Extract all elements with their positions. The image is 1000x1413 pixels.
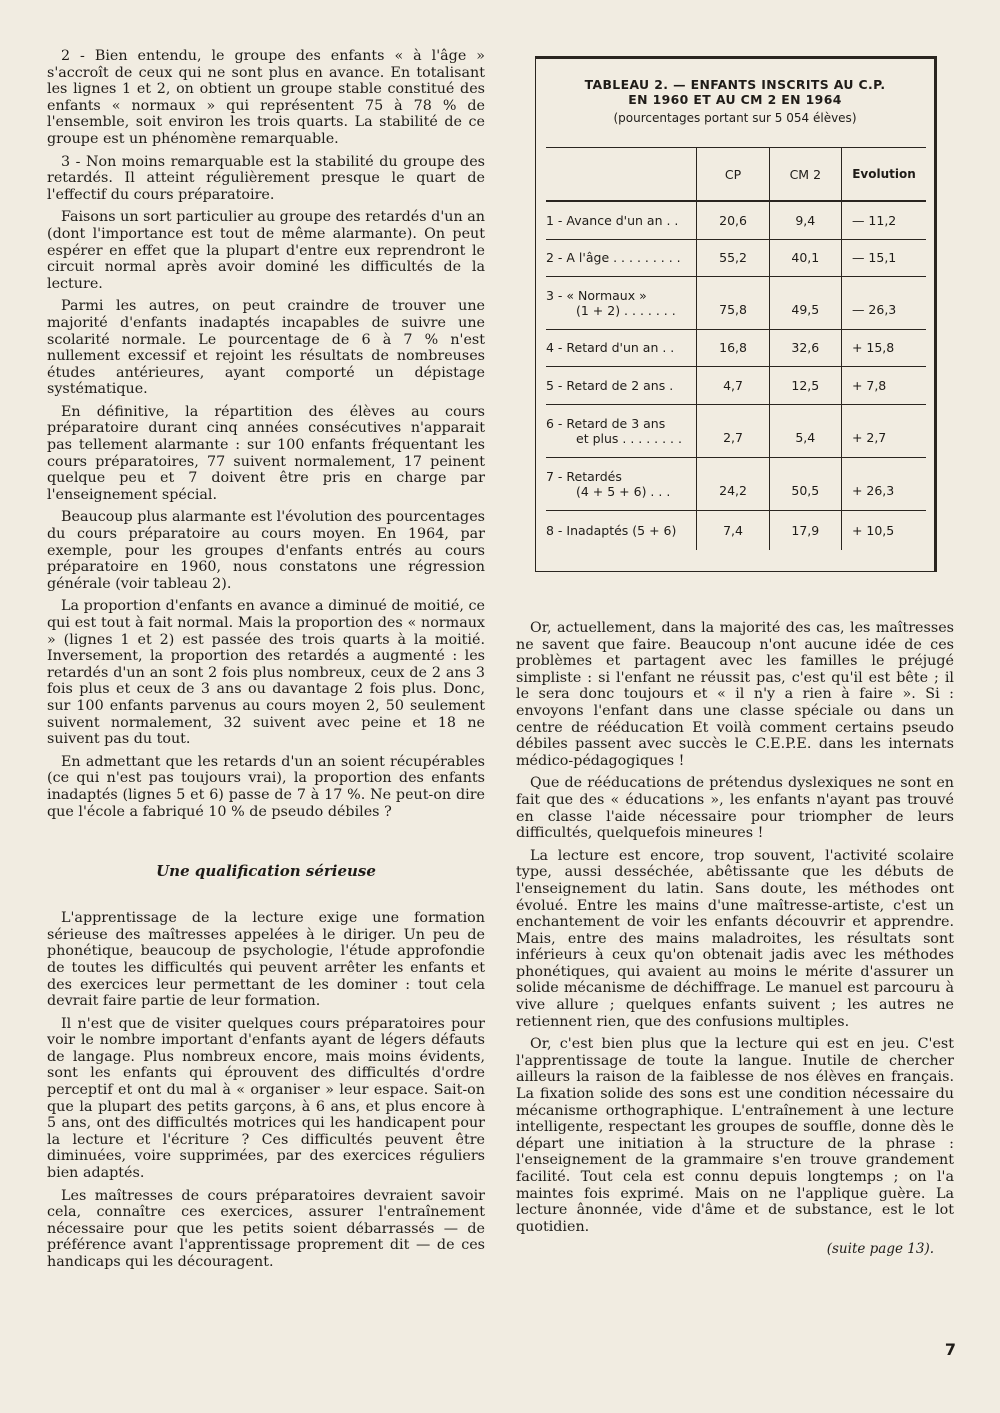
table-row [546, 457, 926, 510]
paragraph: L'apprentissage de la lecture exige une formation sérieuse des maîtresses appelées à le diriger. Un peu de phonétique, beaucoup de psychologie, l'étude approfondie de toutes les difficultés qui peuvent arrêter les enfants et des exercices leur permettant de les dominer : tout cela devrait faire partie de leur formation. [47, 910, 485, 1010]
row-label: 3 - « Normaux » (1 + 2) . . . . . . . [546, 276, 697, 329]
section-heading: Une qualification sérieuse [156, 862, 376, 881]
table-title-line1: TABLEAU 2. — ENFANTS INSCRITS AU C.P. [584, 77, 886, 92]
row-label: 6 - Retard de 3 ans et plus . . . . . . . . [546, 404, 697, 457]
header-cp: CP [697, 148, 769, 202]
paragraph: Beaucoup plus alarmante est l'évolution des pourcentages du cours préparatoire au cours moyen. En 1964, par exemple, pour les groupes d'enfants entrés au cours préparatoire en 1960, nous constatons une régression générale (voir tableau 2). [47, 509, 485, 592]
row-label: 5 - Retard de 2 ans . [546, 366, 697, 404]
paragraph: Or, c'est bien plus que la lecture qui est en jeu. C'est l'apprentissage de toute la langue. Inutile de chercher ailleurs la raison de la faiblesse de nos élèves en français. La fixation solide des sons est une condition nécessaire du mécanisme orthographique. L'entraînement à une lecture intelligente, respectant les groupes de souffle, donne dès le départ une initiation à la structure de la phrase : l'enseignement de la grammaire s'en trouve grandement facilité. Tout cela est connu depuis longtemps ; on l'a maintes fois exprimé. Mais on ne l'applique guère. La lecture ânonnée, vide d'âme et de substance, est le lot quotidien. [516, 1036, 954, 1235]
header-cm2: CM 2 [769, 148, 841, 202]
table-row [546, 510, 926, 550]
cell-cp: 55,2 [697, 239, 769, 276]
cell-cm2: 17,9 [769, 510, 841, 550]
table-row [546, 239, 926, 276]
data-table [546, 147, 926, 550]
table-header-row [546, 148, 926, 202]
cell-evolution: — 26,3 [841, 276, 926, 329]
paragraph: Il n'est que de visiter quelques cours préparatoires pour voir le nombre important d'enfants ayant de légers défauts de langage. Plus nombreux encore, mais moins évidents, sont les enfants qui éprouvent des difficultés d'ordre perceptif et ont du mal à « organiser » leur espace. Sait-on que la plupart des petits garçons, à 6 ans, et plus encore à 5 ans, ont des difficultés motrices qui les handicapent pour la lecture et l'écriture ? Ces difficultés peuvent être diminuées, voire supprimées, par des exercices réguliers bien adaptés. [47, 1015, 485, 1182]
table-subtitle: (pourcentages portant sur 5 054 élèves) [613, 111, 857, 125]
cell-cp: 24,2 [697, 457, 769, 510]
cell-cp: 75,8 [697, 276, 769, 329]
right-column [516, 620, 954, 1257]
cell-cm2: 32,6 [769, 329, 841, 366]
table-caption [536, 77, 934, 125]
header-blank [546, 148, 697, 202]
cell-evolution: + 26,3 [841, 457, 926, 510]
table-2-box [535, 56, 937, 572]
header-evolution: Evolution [841, 148, 926, 202]
cell-cp: 16,8 [697, 329, 769, 366]
cell-cm2: 49,5 [769, 276, 841, 329]
cell-evolution: — 15,1 [841, 239, 926, 276]
paragraph: Or, actuellement, dans la majorité des cas, les maîtresses ne savent que faire. Beaucoup n'ont aucune idée de ces problèmes et partagent avec les familles le préjugé simpliste : si l'enfant ne réussit pas, c'est qu'il est bête ; il le sera donc toujours et « il n'y a rien à faire ». Si : envoyons l'enfant dans une classe spéciale ou dans un centre de rééducation Et voilà comment certains pseudo débiles passent avec succès le C.E.P.E. dans les internats médico-pédagogiques ! [516, 620, 954, 769]
paragraph: La lecture est encore, trop souvent, l'activité scolaire type, aussi desséchée, abêtissante que les débuts de l'enseignement du latin. Sans doute, les méthodes ont évolué. Entre les mains d'une maîtresse-artiste, c'est un enchantement de voir les enfants découvrir et apprendre. Mais, entre des mains maladroites, les résultats sont inférieurs à ceux qu'on obtenait jadis avec les méthodes phonétiques, qui avaient au moins le mérite d'assurer un solide mécanisme de déchiffrage. Le manuel est parcouru à vive allure ; quelques enfants suivent ; les autres ne retiennent rien, que des confusions multiples. [516, 847, 954, 1030]
cell-cm2: 5,4 [769, 404, 841, 457]
table-row [546, 276, 926, 329]
cell-cm2: 9,4 [769, 201, 841, 239]
cell-cp: 4,7 [697, 366, 769, 404]
cell-cm2: 50,5 [769, 457, 841, 510]
cell-cm2: 12,5 [769, 366, 841, 404]
cell-evolution: + 10,5 [841, 510, 926, 550]
page-number: 7 [944, 1340, 956, 1359]
table-title-line2: EN 1960 ET AU CM 2 EN 1964 [628, 92, 842, 107]
cell-evolution: + 15,8 [841, 329, 926, 366]
cell-cp: 2,7 [697, 404, 769, 457]
paragraph: Faisons un sort particulier au groupe des retardés d'un an (dont l'importance est tout de même alarmante). On peut espérer en effet que la plupart d'entre eux reprendront le circuit normal après avoir dominé les difficultés de la lecture. [47, 209, 485, 292]
continued-note: (suite page 13). [826, 1241, 934, 1258]
table-row [546, 366, 926, 404]
paragraph: Que de rééducations de prétendus dyslexiques ne sont en fait que des « éducations », les enfants n'ayant pas trouvé en classe l'aide nécessaire pour triompher de leurs difficultés, quelquefois mineures ! [516, 775, 954, 842]
cell-evolution: + 7,8 [841, 366, 926, 404]
table-row [546, 329, 926, 366]
cell-evolution: — 11,2 [841, 201, 926, 239]
paragraph: Parmi les autres, on peut craindre de trouver une majorité d'enfants inadaptés incapables de suivre une scolarité normale. Le pourcentage de 6 à 7 % n'est nullement excessif et rejoint les résultats de nombreuses études antérieures, ayant comporté un dépistage systématique. [47, 298, 485, 398]
row-label: 8 - Inadaptés (5 + 6) [546, 522, 677, 538]
table-row [546, 201, 926, 239]
paragraph: 3 - Non moins remarquable est la stabilité du groupe des retardés. Il atteint régulièrement presque le quart de l'effectif du cours préparatoire. [47, 153, 485, 203]
paragraph: En définitive, la répartition des élèves au cours préparatoire durant cinq années consécutives n'apparait pas tellement alarmante : sur 100 enfants fréquentant les cours préparatoires, 77 suivent normalement, 17 peinent quelque peu et 7 doivent être pris en charge par l'enseignement spécial. [47, 403, 485, 503]
left-column [47, 48, 485, 1277]
table-row [546, 404, 926, 457]
paragraph: Les maîtresses de cours préparatoires devraient savoir cela, connaître ces exercices, assurer l'entraînement nécessaire pour que les petits soient débarrassés — de préférence avant l'apprentissage proprement dit — de ces handicaps qui les découragent. [47, 1187, 485, 1270]
row-label: 2 - A l'âge . . . . . . . . . [546, 239, 697, 276]
row-label: 1 - Avance d'un an . . [546, 201, 697, 239]
cell-cp: 20,6 [697, 201, 769, 239]
row-label: 7 - Retardés (4 + 5 + 6) . . . [546, 457, 697, 510]
cell-cm2: 40,1 [769, 239, 841, 276]
row-label: 4 - Retard d'un an . . [546, 329, 697, 366]
cell-evolution: + 2,7 [841, 404, 926, 457]
paragraph: 2 - Bien entendu, le groupe des enfants « à l'âge » s'accroît de ceux qui ne sont plus en avance. En totalisant les lignes 1 et 2, on obtient un groupe stable constitué des enfants « normaux » qui représentent 75 à 78 % de l'ensemble, soit environ les trois quarts. La stabilité de ce groupe est un phénomène remarquable. [47, 48, 485, 147]
paragraph: La proportion d'enfants en avance a diminué de moitié, ce qui est tout à fait normal. Mais la proportion des « normaux » (lignes 1 et 2) est passée des trois quarts à la moitié. Inversement, la proportion des retardés a augmenté : les retardés d'un an sont 2 fois plus nombreux, ceux de 2 ans 3 fois plus et ceux de 3 ans ou davantage 2 fois plus. Donc, sur 100 enfants parvenus au cours moyen 2, 50 seulement suivent normalement, 32 suivent avec peine et 18 ne suivent pas du tout. [47, 598, 485, 748]
cell-cp: 7,4 [697, 510, 769, 550]
paragraph: En admettant que les retards d'un an soient récupérables (ce qui n'est pas toujours vrai), la proportion des enfants inadaptés (lignes 5 et 6) passe de 7 à 17 %. Ne peut-on dire que l'école a fabriqué 10 % de pseudo débiles ? [47, 753, 485, 820]
